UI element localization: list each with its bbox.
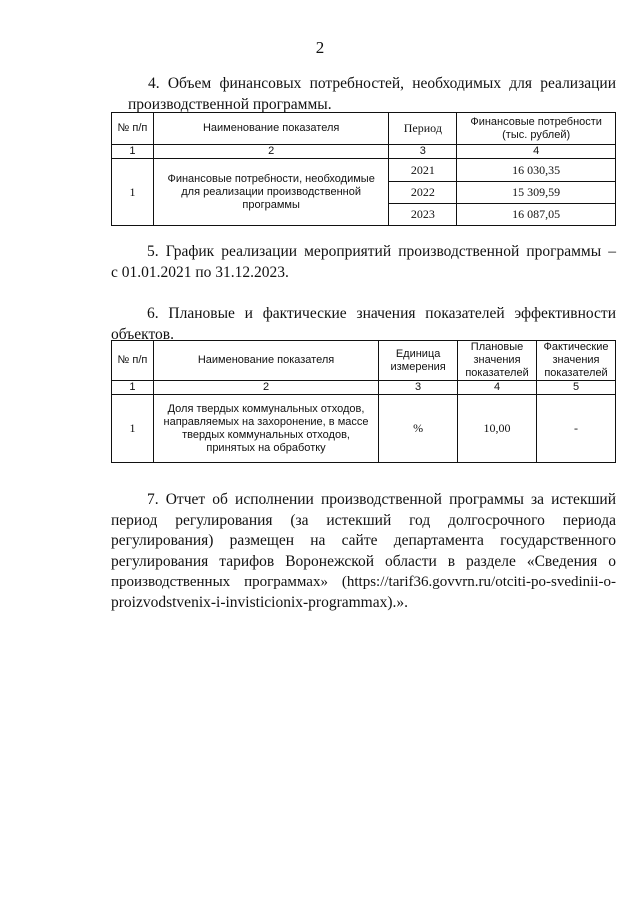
table-header-cell: Наименование показателя xyxy=(153,113,388,145)
table-header-cell: Финансовые потребности (тыс. рублей) xyxy=(457,113,616,145)
section-4-heading xyxy=(128,73,616,115)
section-7-paragraph xyxy=(111,490,616,613)
column-number: 4 xyxy=(458,381,537,395)
value-cell: 16 030,35 xyxy=(457,159,616,182)
section-7-line: производственных программах» (https://tarif36.govvrn.ru/otciti-po-svedinii-o- xyxy=(111,574,616,590)
section-7-line: 7. Отчет об исполнении производственной программы за истекший xyxy=(147,491,616,508)
column-number: 2 xyxy=(153,145,388,159)
value-cell: 16 087,05 xyxy=(457,204,616,226)
efficiency-indicators-table xyxy=(111,340,616,463)
column-number: 2 xyxy=(153,381,378,395)
period-cell: 2023 xyxy=(389,204,457,226)
financial-needs-table xyxy=(111,112,616,226)
column-number: 1 xyxy=(112,381,154,395)
section-6-heading xyxy=(111,303,616,345)
section-4-heading-line2: производственной программы. xyxy=(128,96,332,113)
table-column-numbers-row xyxy=(112,145,616,159)
section-5-paragraph xyxy=(111,241,616,283)
table-header-row xyxy=(112,341,616,381)
value-cell: 15 309,59 xyxy=(457,182,616,204)
table-header-cell: Плановые значения показателей xyxy=(458,341,537,381)
section-7-line: proizvodstvenix-i-invisticionix-programmax).». xyxy=(111,593,409,611)
row-number: 1 xyxy=(112,395,154,463)
section-6-heading-line1: 6. Плановые и фактические значения показателей эффективности xyxy=(147,305,616,322)
section-5-line1: 5. График реализации мероприятий производственной программы – xyxy=(147,243,616,260)
indicator-name: Доля твердых коммунальных отходов, направляемых на захоронение, в массе твердых коммунальных отходов, принятых на обработку xyxy=(153,395,378,463)
section-5-line2: с 01.01.2021 по 31.12.2023. xyxy=(111,264,289,281)
table-header-row xyxy=(112,113,616,145)
column-number: 5 xyxy=(537,381,616,395)
section-7-line: период регулирования (за истекший год долгосрочного периода xyxy=(111,511,616,529)
table-header-cell: № п/п xyxy=(112,113,154,145)
section-6-heading-line2: объектов. xyxy=(111,326,174,343)
table-header-cell: Фактические значения показателей xyxy=(537,341,616,381)
section-7-line: регулирования тарифов Воронежской области в разделе «Сведения о xyxy=(111,552,616,570)
column-number: 3 xyxy=(379,381,458,395)
table-row xyxy=(112,395,616,463)
page-number: 2 xyxy=(315,38,325,57)
section-7-line: регулирования) размещен на сайте департамента государственного xyxy=(111,532,616,549)
table-column-numbers-row xyxy=(112,381,616,395)
column-number: 1 xyxy=(112,145,154,159)
actual-value-cell: - xyxy=(537,395,616,463)
unit-cell: % xyxy=(379,395,458,463)
period-cell: 2021 xyxy=(389,159,457,182)
table-row xyxy=(112,159,616,182)
table-header-cell: Наименование показателя xyxy=(153,341,378,381)
indicator-name: Финансовые потребности, необходимые для реализации производственной программы xyxy=(153,159,388,226)
planned-value-cell: 10,00 xyxy=(458,395,537,463)
section-4-heading-line1: 4. Объем финансовых потребностей, необходимых для реализации xyxy=(148,75,616,92)
table-header-cell: Период xyxy=(389,113,457,145)
period-cell: 2022 xyxy=(389,182,457,204)
column-number: 3 xyxy=(389,145,457,159)
row-number: 1 xyxy=(112,159,154,226)
table-header-cell: № п/п xyxy=(112,341,154,381)
table-header-cell: Единица измерения xyxy=(379,341,458,381)
column-number: 4 xyxy=(457,145,616,159)
